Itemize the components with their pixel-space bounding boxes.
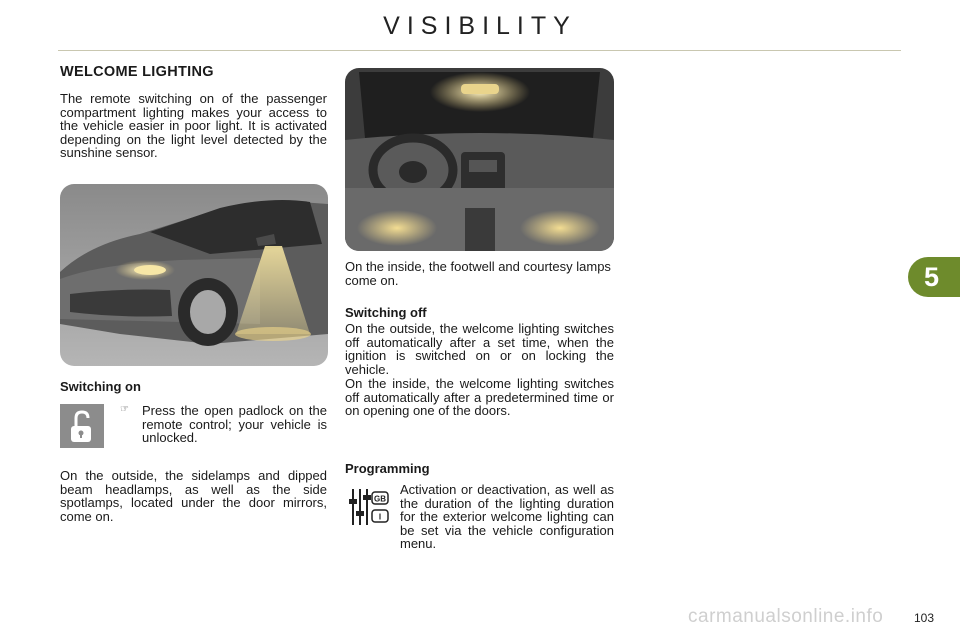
page-title: VISIBILITY xyxy=(383,12,577,40)
gb-badge-text: GB xyxy=(374,494,386,504)
chapter-tab[interactable]: 5 xyxy=(908,257,960,297)
section-heading: WELCOME LIGHTING xyxy=(60,64,214,80)
switching-off-heading: Switching off xyxy=(345,305,427,320)
programming-paragraph: Activation or deactivation, as well as the duration of the lighting duration for the exterior welcome lighting can be set via the vehicle configuration menu. xyxy=(400,482,614,551)
switching-off-inside-paragraph: On the inside, the welcome lighting switches off automatically after a predetermined time or on opening one of the doors. xyxy=(345,376,614,418)
car-exterior-illustration xyxy=(60,184,328,366)
switching-on-outside-paragraph: On the outside, the sidelamps and dipped beam headlamps, as well as the side spotlamps, located under the door mirrors, come on. xyxy=(60,468,327,524)
car-interior-illustration xyxy=(345,68,614,251)
switching-on-bullet: Press the open padlock on the remote control; your vehicle is unlocked. xyxy=(142,403,327,445)
intro-paragraph: The remote switching on of the passenger compartment lighting makes your access to the vehicle easier in poor light. It is activated depending on the light level detected by the sunshine sensor. xyxy=(60,91,327,160)
configuration-menu-icon xyxy=(347,487,392,529)
programming-heading: Programming xyxy=(345,461,430,476)
pointing-hand-icon: ☞ xyxy=(120,404,129,415)
switching-off-outside-paragraph: On the outside, the welcome lighting switches off automatically after a set time, when the ignition is switched on or on locking the vehicle. xyxy=(345,321,614,377)
switching-on-heading: Switching on xyxy=(60,379,141,394)
open-padlock-icon xyxy=(60,404,104,448)
i-badge-text: I xyxy=(378,512,382,522)
inside-paragraph: On the inside, the footwell and courtesy lamps come on. xyxy=(345,259,611,288)
header-rule xyxy=(58,50,901,51)
page-number: 103 xyxy=(914,611,935,625)
watermark: carmanualsonline.info xyxy=(688,606,884,627)
